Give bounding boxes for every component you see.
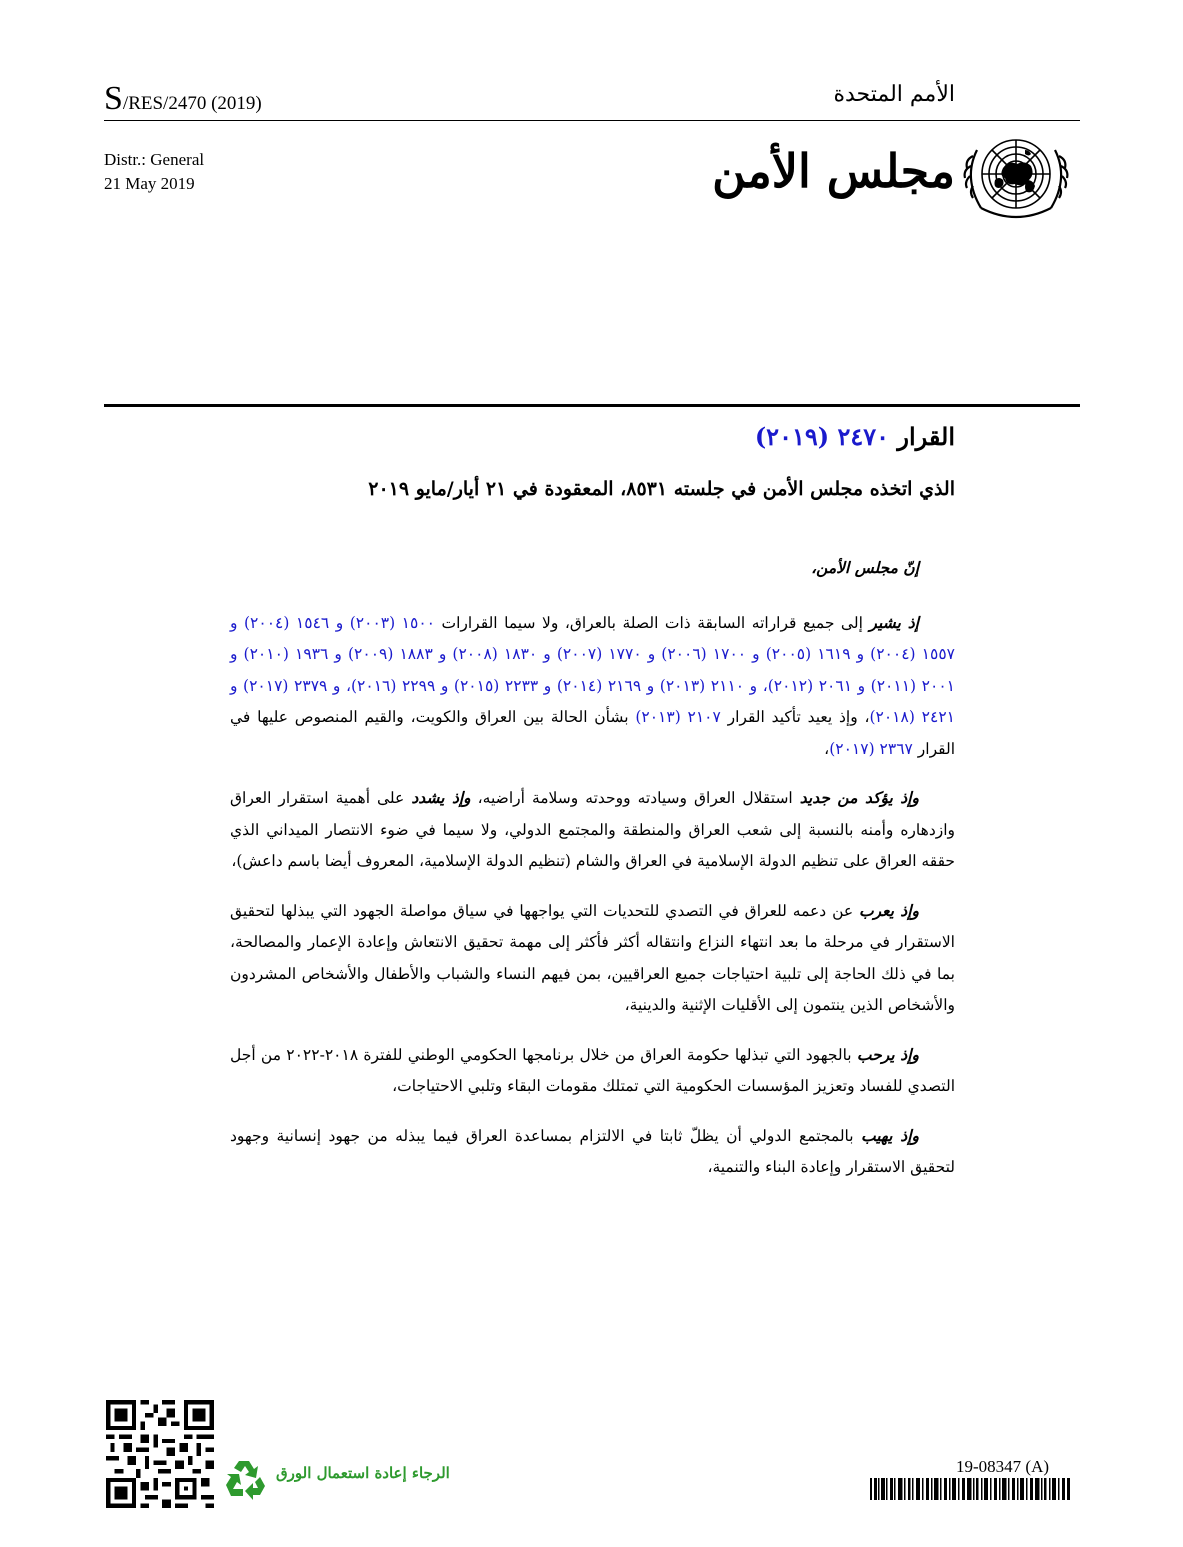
paragraph-lead: إذ يشير [869,612,919,632]
paragraph-text: بالمجتمع الدولي أن يظلّ ثابتا في الالتزام بمساعدة العراق فيما يبذله من جهود إنسانية وجهود لتحقيق الاستقرار وإعادة البناء والتنمية، [230,1126,955,1176]
council-name: مجلس الأمن [712,144,955,198]
resolution-2107-link[interactable]: ٢١٠٧ (٢٠١٣) [635,708,721,726]
resolution-references-link[interactable]: ١٥٠٠ (٢٠٠٣) و ١٥٤٦ (٢٠٠٤) و ١٥٥٧ (٢٠٠٤) و ١٦١٩ (٢٠٠٥) و ١٧٠٠ (٢٠٠٦) و ١٧٧٠ (٢٠٠٧) و ١٨٣٠ (٢٠٠٨) و ١٨٨٣ (٢٠٠٩) و ١٩٣٦ (٢٠١٠) و ٢٠٠١ (٢٠١١) و ٢٠٦١ (٢٠١٢)، و ٢١١٠ (٢٠١٣) و ٢١٦٩ (٢٠١٤) و ٢٢٣٣ (٢٠١٥) و ٢٢٩٩ (٢٠١٦)، و ٢٣٧٩ (٢٠١٧) و ٢٤٢١ (٢٠١٨) [230,613,955,726]
un-emblem-icon [955,130,1077,222]
adoption-line: الذي اتخذه مجلس الأمن في جلسته ٨٥٣١، المعقودة في ٢١ أيار/مايو ٢٠١٩ [368,478,955,500]
paragraph-text: عن دعمه للعراق في التصدي للتحديات التي يواجهها في سياق مواصلة الجهود التي يبذلها لتحقيق الاستقرار في مرحلة ما بعد انتهاء النزاع وانتقاله أكثر فأكثر إلى مهمة تحقيق الانتعاش وإعادة الإعمار والمصالحة، بما في ذلك الحاجة إلى تلبية احتياجات جميع العراقيين، بمن فيهم النساء والشباب والأطفال والأشخاص المشردون والأشخاص الذين ينتمون إلى الأقليات الإثنية والدينية، [230,901,955,1014]
header-rule [104,120,1080,121]
paragraph-lead: وإذ يرحب [856,1044,919,1064]
resolution-2367-link[interactable]: ٢٣٦٧ (٢٠١٧) [829,739,913,758]
paragraph-text: بالجهود التي تبذلها حكومة العراق من خلال برنامجها الحكومي الوطني للفترة ٢٠١٨-٢٠٢٢ من أجل التصدي للفساد وتعزيز المؤسسات الحكومية التي تمتلك مقومات البقاء وتلبي الاحتياجات، [230,1045,955,1095]
qr-code-icon [106,1400,214,1508]
paragraph-text: ، وإذ يعيد تأكيد القرار [720,708,870,726]
paragraph-lead: وإذ يهيب [861,1125,919,1145]
paragraph-text: إلى جميع قراراته السابقة ذات الصلة بالعراق، ولا سيما القرارات [434,613,870,632]
title-rule [104,404,1080,407]
preamble-paragraph-3 [230,895,955,1022]
resolution-title [755,422,955,451]
preamble-paragraph-1 [230,607,955,766]
symbol-rest: /RES/2470 (2019) [122,93,262,114]
recycle-notice: الرجاء إعادة استعمال الورق [276,1464,450,1482]
distribution-label: Distr.: General [104,150,205,169]
paragraph-text: ، [824,739,830,758]
paragraph-text: استقلال العراق وسيادته ووحدته وسلامة أراضيه، [470,789,800,807]
preamble-paragraph-5 [230,1120,955,1184]
document-date: 21 May 2019 [104,174,195,193]
resolution-label: القرار [897,422,955,451]
opening-phrase [230,552,955,585]
document-symbol [104,80,262,118]
paragraph-lead: وإذ يؤكد من جديد [799,788,919,807]
preamble-paragraph-2 [230,782,955,878]
symbol-prefix: S [104,80,123,117]
paragraph-lead: وإذ يعرب [859,900,919,920]
barcode-icon [870,1478,1070,1500]
resolution-body [230,552,955,1201]
paragraph-text: بشأن الحالة بين العراق والكويت، والقيم المنصوص عليها في القرار [230,708,955,758]
organization-name: الأمم المتحدة [833,82,955,107]
paragraph-lead-2: وإذ يشدد [411,788,471,807]
paragraph-text: على أهمية استقرار العراق وازدهاره وأمنه بالنسبة إلى شعب العراق والمنطقة والمجتمع الدولي، ولا سيما في ضوء الانتصار الميداني الذي حققه العراق على تنظيم الدولة الإسلامية في العراق والشام (تنظيم الدولة الإسلامية، المعروف أيضا باسم داعش)، [230,789,955,870]
recycle-icon [222,1455,268,1501]
distribution-block [104,148,204,196]
opening-text: إنّ مجلس الأمن، [811,558,919,577]
resolution-number-link[interactable]: ٢٤٧٠ (٢٠١٩) [754,422,890,451]
document-number: 19-08347 (A) [956,1457,1050,1476]
preamble-paragraph-4 [230,1039,955,1103]
